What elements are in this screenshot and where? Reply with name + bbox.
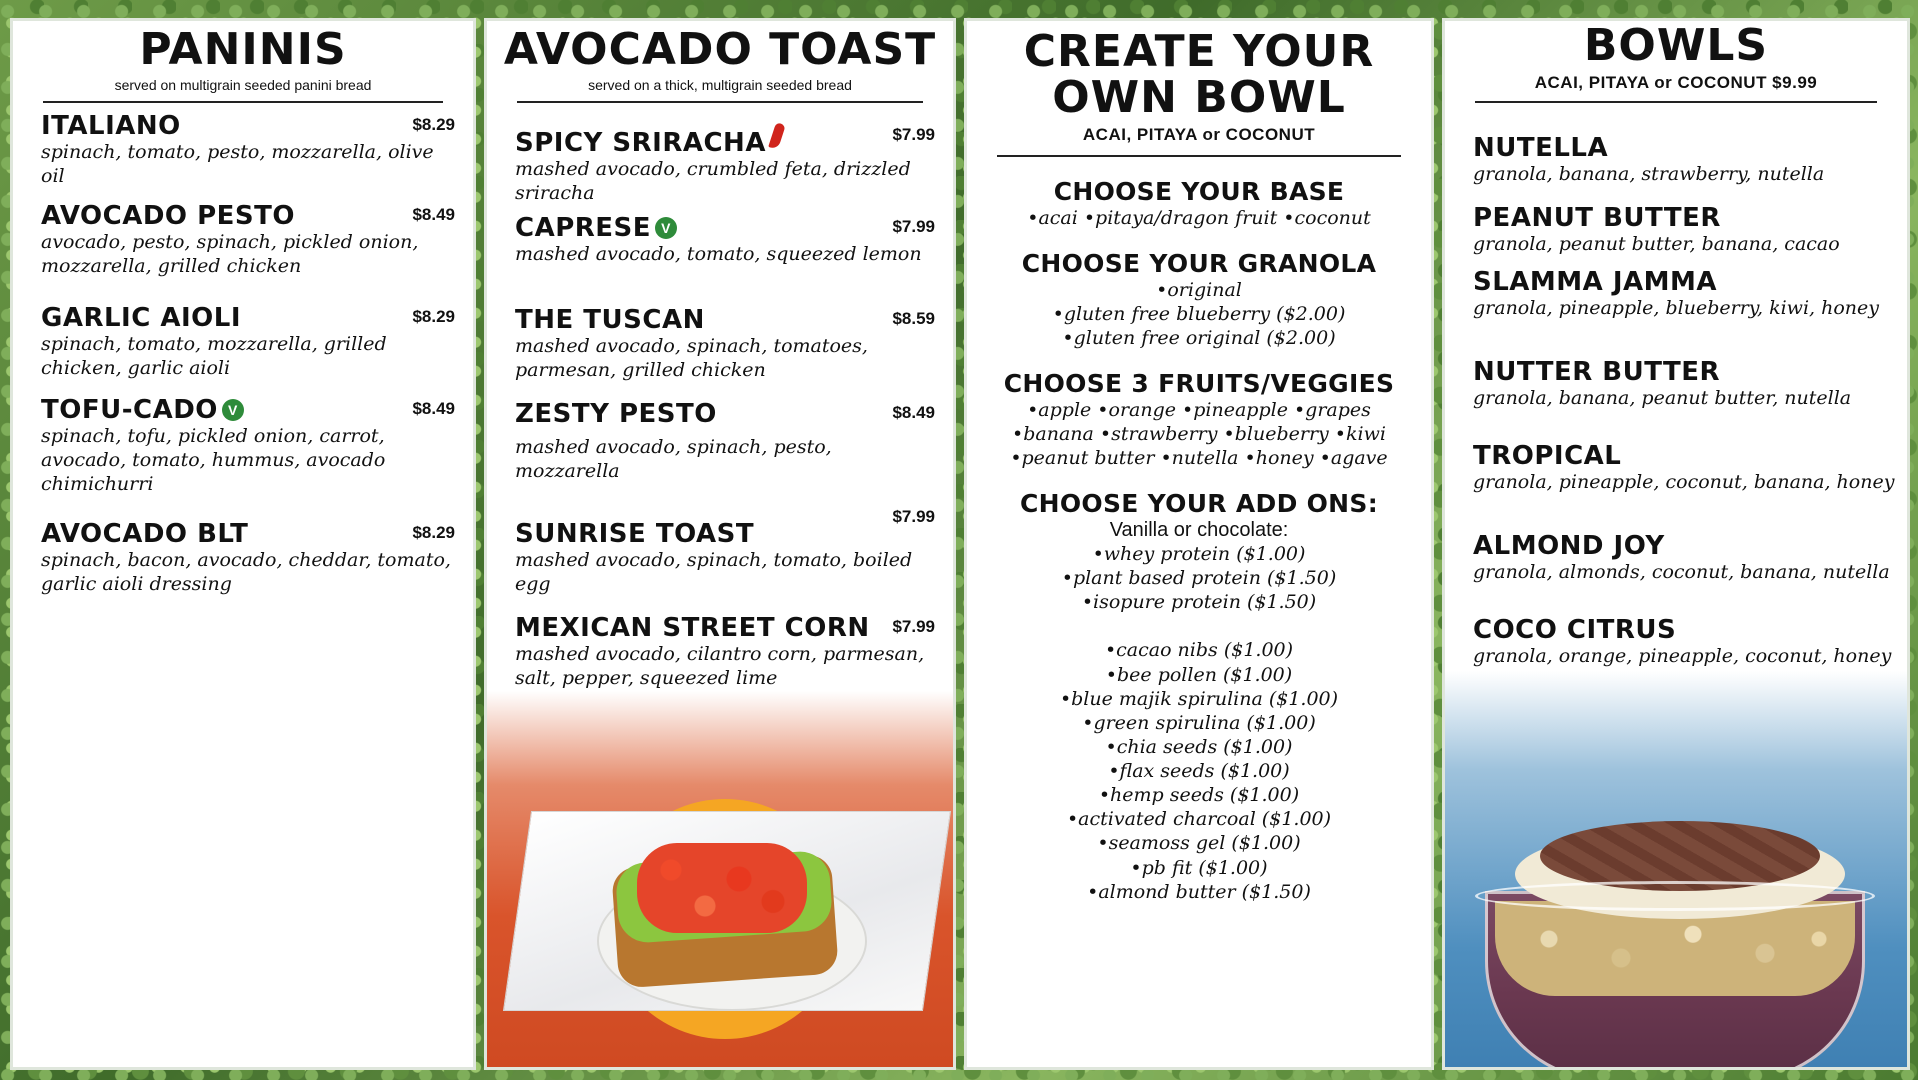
item-name-row bbox=[515, 123, 941, 157]
base-options: •acai •pitaya/dragon fruit •coconut bbox=[1027, 207, 1371, 229]
item-description: granola, banana, peanut butter, nutella bbox=[1473, 387, 1852, 410]
item-price: $8.59 bbox=[892, 309, 935, 328]
addon-option: •hemp seeds ($1.00) bbox=[1098, 784, 1300, 807]
fruits-heading: CHOOSE 3 FRUITS/VEGGIES bbox=[1003, 369, 1395, 398]
granola-option: •gluten free blueberry ($2.00) bbox=[1052, 303, 1346, 326]
fruits-option-row: •banana •strawberry •blueberry •kiwi bbox=[1012, 423, 1386, 446]
item-description: granola, almonds, coconut, banana, nutella bbox=[1473, 561, 1890, 584]
menu-item-almond-joy bbox=[1473, 533, 1895, 585]
item-description: spinach, bacon, avocado, cheddar, tomato, garlic aioli dressing bbox=[41, 549, 451, 596]
bowls-divider bbox=[1475, 101, 1877, 103]
menu-item-nutella bbox=[1473, 135, 1895, 187]
paninis-divider bbox=[43, 101, 443, 103]
menu-item-slamma-jamma bbox=[1473, 269, 1895, 321]
item-name: TOFU-CADO bbox=[41, 395, 218, 425]
item-description: granola, pineapple, coconut, banana, honey bbox=[1473, 471, 1895, 494]
item-name-row bbox=[41, 397, 461, 424]
create-bowl-title-line2: OWN BOWL bbox=[1052, 72, 1346, 124]
item-price: $7.99 bbox=[892, 507, 935, 526]
item-name: AVOCADO BLT bbox=[41, 519, 249, 549]
item-description: spinach, tofu, pickled onion, carrot, avocado, tomato, hummus, avocado chimichurri bbox=[41, 425, 386, 495]
menu-item-caprese bbox=[515, 215, 941, 267]
vegan-badge-icon: V bbox=[222, 399, 244, 421]
item-description: granola, orange, pineapple, coconut, honey bbox=[1473, 645, 1892, 668]
addons-intro: Vanilla or chocolate: bbox=[1109, 519, 1289, 541]
avocado-toast-divider bbox=[517, 101, 923, 103]
addon-option: •flax seeds ($1.00) bbox=[1108, 760, 1290, 782]
fruits-section bbox=[967, 369, 1431, 470]
item-description: mashed avocado, tomato, squeezed lemon bbox=[515, 243, 922, 266]
menu-item-italiano bbox=[41, 113, 461, 189]
menu-item-garlic-aioli bbox=[41, 305, 461, 381]
create-bowl-panel bbox=[964, 18, 1434, 1070]
bowls-subtitle: ACAI, PITAYA or COCONUT $9.99 bbox=[1534, 73, 1818, 93]
item-description: mashed avocado, crumbled feta, drizzled sriracha bbox=[515, 158, 911, 205]
addon-option: •almond butter ($1.50) bbox=[1087, 880, 1311, 903]
chili-pepper-icon bbox=[768, 122, 786, 150]
avocado-toast-subtitle: served on a thick, multigrain seeded bread bbox=[588, 77, 852, 94]
item-price: $8.49 bbox=[892, 403, 935, 422]
addon-option: •chia seeds ($1.00) bbox=[1105, 735, 1293, 758]
addons-section bbox=[967, 489, 1431, 904]
item-description: spinach, tomato, pesto, mozzarella, olive oil bbox=[41, 141, 434, 188]
item-price: $7.99 bbox=[892, 217, 935, 236]
menu-item-zesty-pesto bbox=[515, 401, 941, 484]
menu-item-coco-citrus bbox=[1473, 617, 1895, 669]
protein-option: •plant based protein ($1.50) bbox=[1061, 567, 1337, 590]
menu-item-the-tuscan bbox=[515, 307, 941, 383]
base-heading: CHOOSE YOUR BASE bbox=[1053, 177, 1345, 206]
item-name: ALMOND JOY bbox=[1473, 531, 1665, 561]
item-name: GARLIC AIOLI bbox=[41, 303, 241, 333]
addon-option: •activated charcoal ($1.00) bbox=[1066, 808, 1332, 831]
bowls-panel bbox=[1442, 18, 1910, 1070]
addon-option: •bee pollen ($1.00) bbox=[1105, 663, 1293, 686]
item-name: NUTTER BUTTER bbox=[1473, 357, 1721, 387]
item-name: SUNRISE TOAST bbox=[515, 519, 755, 549]
create-bowl-divider bbox=[997, 155, 1401, 157]
protein-option: •isopure protein ($1.50) bbox=[1081, 591, 1317, 614]
diced-tomato-graphic bbox=[637, 843, 807, 933]
item-description: spinach, tomato, mozzarella, grilled chicken, garlic aioli bbox=[41, 333, 387, 380]
item-description: granola, banana, strawberry, nutella bbox=[1473, 163, 1825, 186]
item-name: TROPICAL bbox=[1473, 441, 1622, 471]
base-section bbox=[967, 177, 1431, 230]
item-description: granola, peanut butter, banana, cacao bbox=[1473, 233, 1840, 256]
addon-option: •seamoss gel ($1.00) bbox=[1097, 832, 1301, 855]
item-price: $8.49 bbox=[412, 399, 455, 418]
menu-item-mexican-street-corn bbox=[515, 615, 941, 691]
item-description: mashed avocado, cilantro corn, parmesan, salt, pepper, squeezed lime bbox=[515, 643, 925, 690]
paninis-subtitle: served on multigrain seeded panini bread bbox=[114, 77, 372, 94]
menu-item-peanut-butter bbox=[1473, 205, 1895, 257]
bowls-title: BOWLS bbox=[1583, 20, 1769, 71]
fruits-option-row: •peanut butter •nutella •honey •agave bbox=[1010, 447, 1388, 470]
item-name: PEANUT BUTTER bbox=[1473, 203, 1721, 233]
item-name: ITALIANO bbox=[41, 111, 181, 141]
granola-section bbox=[967, 249, 1431, 350]
item-description: mashed avocado, spinach, tomato, boiled egg bbox=[515, 549, 913, 596]
item-price: $7.99 bbox=[892, 617, 935, 636]
menu-item-tropical bbox=[1473, 443, 1895, 495]
item-name: SPICY SRIRACHA bbox=[515, 128, 766, 158]
addon-option: •pb fit ($1.00) bbox=[1130, 856, 1268, 879]
addon-option: •cacao nibs ($1.00) bbox=[1104, 639, 1294, 662]
item-name: NUTELLA bbox=[1473, 133, 1609, 163]
item-description: mashed avocado, spinach, pesto, mozzarella bbox=[515, 436, 832, 483]
protein-option: •whey protein ($1.00) bbox=[1092, 543, 1306, 565]
addons-heading: CHOOSE YOUR ADD ONS: bbox=[1019, 489, 1378, 518]
item-description: avocado, pesto, spinach, pickled onion, mozzarella, grilled chicken bbox=[41, 231, 419, 278]
item-price: $8.29 bbox=[412, 307, 455, 326]
cup-rim-graphic bbox=[1475, 881, 1875, 911]
item-price: $8.29 bbox=[412, 115, 455, 134]
item-name: ZESTY PESTO bbox=[515, 399, 717, 429]
fruits-option-row: •apple •orange •pineapple •grapes bbox=[1027, 399, 1371, 421]
granola-heading: CHOOSE YOUR GRANOLA bbox=[1021, 249, 1377, 278]
item-price: $8.49 bbox=[412, 205, 455, 224]
item-name: SLAMMA JAMMA bbox=[1473, 267, 1717, 297]
item-description: granola, pineapple, blueberry, kiwi, honey bbox=[1473, 297, 1879, 320]
item-name: AVOCADO PESTO bbox=[41, 201, 295, 231]
menu-item-avocado-pesto bbox=[41, 203, 461, 279]
granola-option: •original bbox=[1156, 279, 1242, 301]
menu-item-tofu-cado bbox=[41, 397, 461, 497]
paninis-title: PANINIS bbox=[139, 24, 347, 75]
menu-item-spicy-sriracha bbox=[515, 123, 941, 206]
item-price: $7.99 bbox=[892, 125, 935, 144]
addon-option: •blue majik spirulina ($1.00) bbox=[1059, 687, 1339, 710]
menu-item-sunrise-toast bbox=[515, 505, 941, 597]
item-name: MEXICAN STREET CORN bbox=[515, 613, 870, 643]
vegan-badge-icon: V bbox=[655, 217, 677, 239]
item-name: COCO CITRUS bbox=[1473, 615, 1677, 645]
item-description: mashed avocado, spinach, tomatoes, parmesan, grilled chicken bbox=[515, 335, 868, 382]
item-name: CAPRESE bbox=[515, 213, 652, 243]
paninis-panel bbox=[10, 18, 476, 1070]
addon-option: •green spirulina ($1.00) bbox=[1082, 711, 1316, 734]
item-price: $8.29 bbox=[412, 523, 455, 542]
create-bowl-subtitle: ACAI, PITAYA or COCONUT bbox=[1082, 125, 1316, 145]
create-bowl-title-line1: CREATE YOUR bbox=[1023, 26, 1375, 77]
avocado-toast-title: AVOCADO TOAST bbox=[503, 24, 937, 75]
item-name: THE TUSCAN bbox=[515, 305, 705, 335]
menu-item-avocado-blt bbox=[41, 521, 461, 597]
avocado-toast-panel bbox=[484, 18, 956, 1070]
granola-option: •gluten free original ($2.00) bbox=[1062, 327, 1336, 350]
menu-item-nutter-butter bbox=[1473, 359, 1895, 411]
item-name-row bbox=[515, 215, 941, 242]
